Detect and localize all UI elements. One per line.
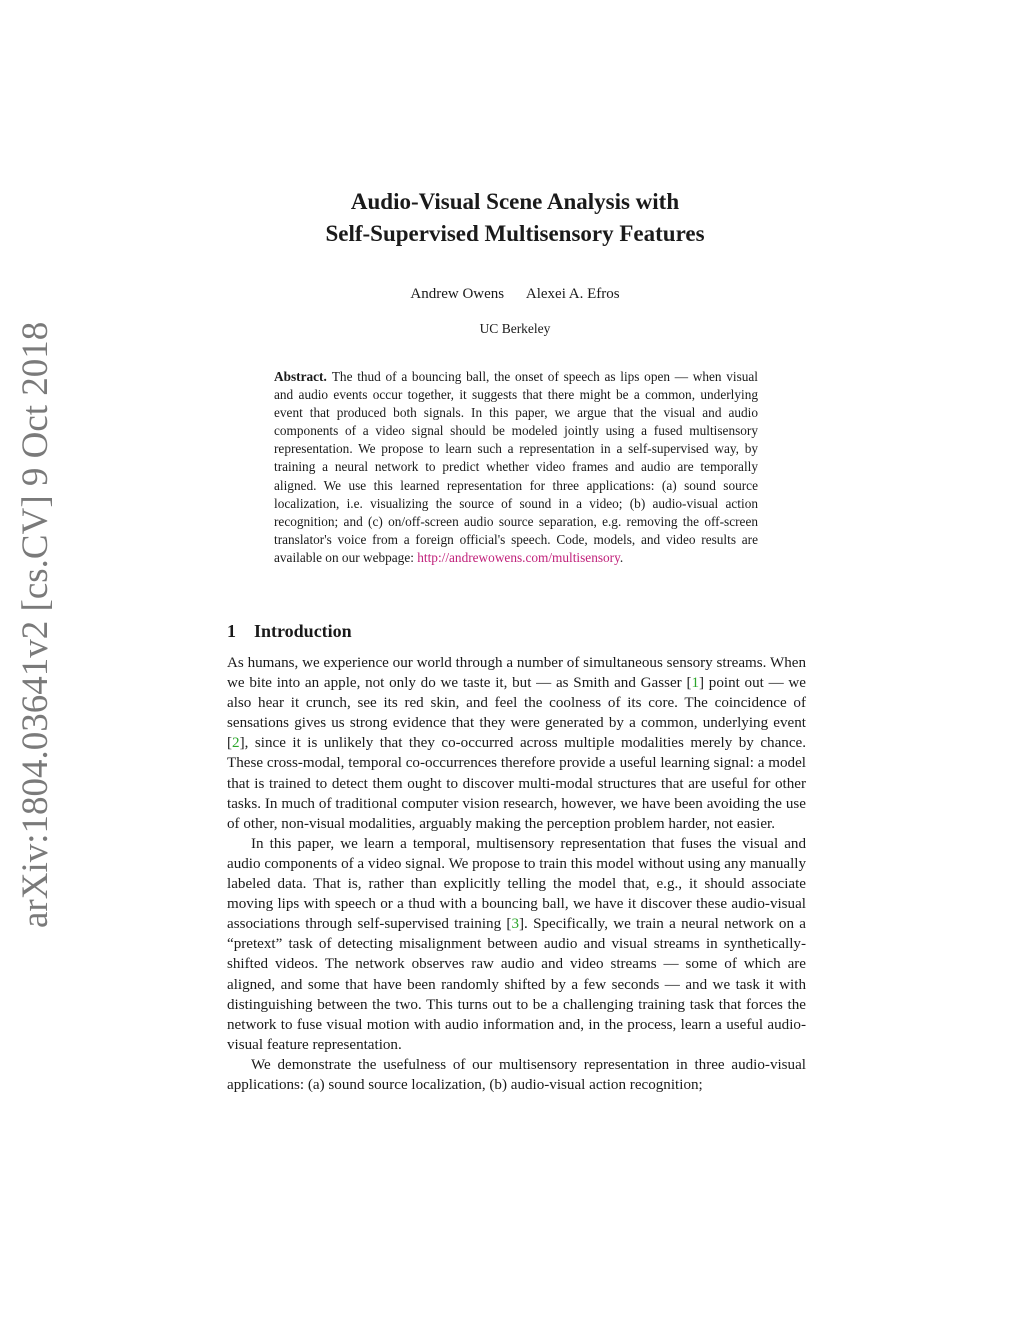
arxiv-identifier-stamp: arXiv:1804.03641v2 [cs.CV] 9 Oct 2018 <box>15 321 56 928</box>
citation-number[interactable]: 3 <box>511 916 519 933</box>
paragraph <box>227 834 806 1055</box>
section-number: 1 <box>227 621 236 641</box>
project-webpage-link[interactable]: http://andrewowens.com/multisensory <box>417 549 620 565</box>
citation-link[interactable]: [3] <box>506 916 525 933</box>
citation-link[interactable]: [1] <box>686 675 705 692</box>
abstract-label: Abstract. <box>274 369 327 384</box>
abstract-block <box>274 368 758 567</box>
introduction-body <box>227 653 806 1095</box>
citation-number[interactable]: 1 <box>691 675 700 692</box>
paragraph-text: , since it is unlikely that they co-occurred across multiple modalities merely by chance. These cross-modal, temporal co-occurrences therefore provide a useful learning signal: a model that is trained to detect them ought to discover multi-modal structures that are useful for other tasks. In much of traditional computer vision research, however, we have been avoiding the use of other, non-visual modalities, arguably making the perception problem harder, not easier. <box>227 735 806 832</box>
author-list <box>180 284 850 304</box>
paragraph-text: point out — we also hear it crunch, see its red skin, and feel the coolness of its core. The coincidence of sensations gives us strong evidence that they were generated by a common, underlying event <box>227 675 806 732</box>
title-line-2: Self-Supervised Multisensory Features <box>325 221 705 246</box>
paragraph-text: As humans, we experience our world through a number of simultaneous sensory streams. When we bite into an apple, not only do we taste it, but — as Smith and Gasser <box>227 655 806 692</box>
paper-title <box>180 186 850 250</box>
title-line-1: Audio-Visual Scene Analysis with <box>350 189 680 214</box>
paragraph-text: In this paper, we learn a temporal, multisensory representation that fuses the visual and audio components of a video signal. We propose to train this model without using any manually labeled data. That is, rather than explicitly telling the model that, e.g., it should associate moving lips with speech or a thud with a bouncing ball, we have it discover these audio-visual associations through self-supervised training <box>227 835 806 933</box>
citation-number[interactable]: 2 <box>232 735 240 752</box>
abstract-end: . <box>619 549 624 565</box>
citation-link[interactable]: [2] <box>227 735 245 752</box>
paragraph-text: We demonstrate the usefulness of our multisensory representation in three audio-visual applications: (a) sound source localization, (b) audio-visual action recognition; <box>227 1056 806 1093</box>
paragraph <box>227 1055 806 1095</box>
abstract-text: The thud of a bouncing ball, the onset of speech as lips open — when visual and audio events occur together, it suggests that there might be a common, underlying event that produced both signals. In this paper, we argue that the visual and audio components of a video signal should be modeled jointly using a fused multisensory representation. We propose to learn such a representation in a self-supervised way, by training a neural network to predict whether video frames and audio are temporally aligned. We use this learned representation for three applications: (a) sound source localization, i.e. visualizing the source of sound in a video; (b) audio-visual action recognition; and (c) on/off-screen audio source separation, e.g. removing the off-screen translator's voice from a foreign official's speech. Code, models, and video results are available on our webpage: <box>274 369 758 565</box>
paragraph-text: . Specifically, we train a neural network on a “pretext” task of detecting misalignment between audio and visual streams in synthetically-shifted videos. The network observes raw audio and video streams — some of which are aligned, and some that have been randomly shifted by a few seconds — and we task it with distinguishing between the two. This turns out to be a challenging training task that forces the network to fuse visual motion with audio information and, in the process, learn a useful audio-visual feature representation. <box>227 916 807 1053</box>
author-name: Andrew Owens <box>410 286 505 302</box>
affiliation: UC Berkeley <box>479 321 551 336</box>
section-heading <box>227 619 352 643</box>
author-name: Alexei A. Efros <box>525 286 620 302</box>
section-title: Introduction <box>254 621 352 641</box>
paragraph <box>227 653 806 834</box>
